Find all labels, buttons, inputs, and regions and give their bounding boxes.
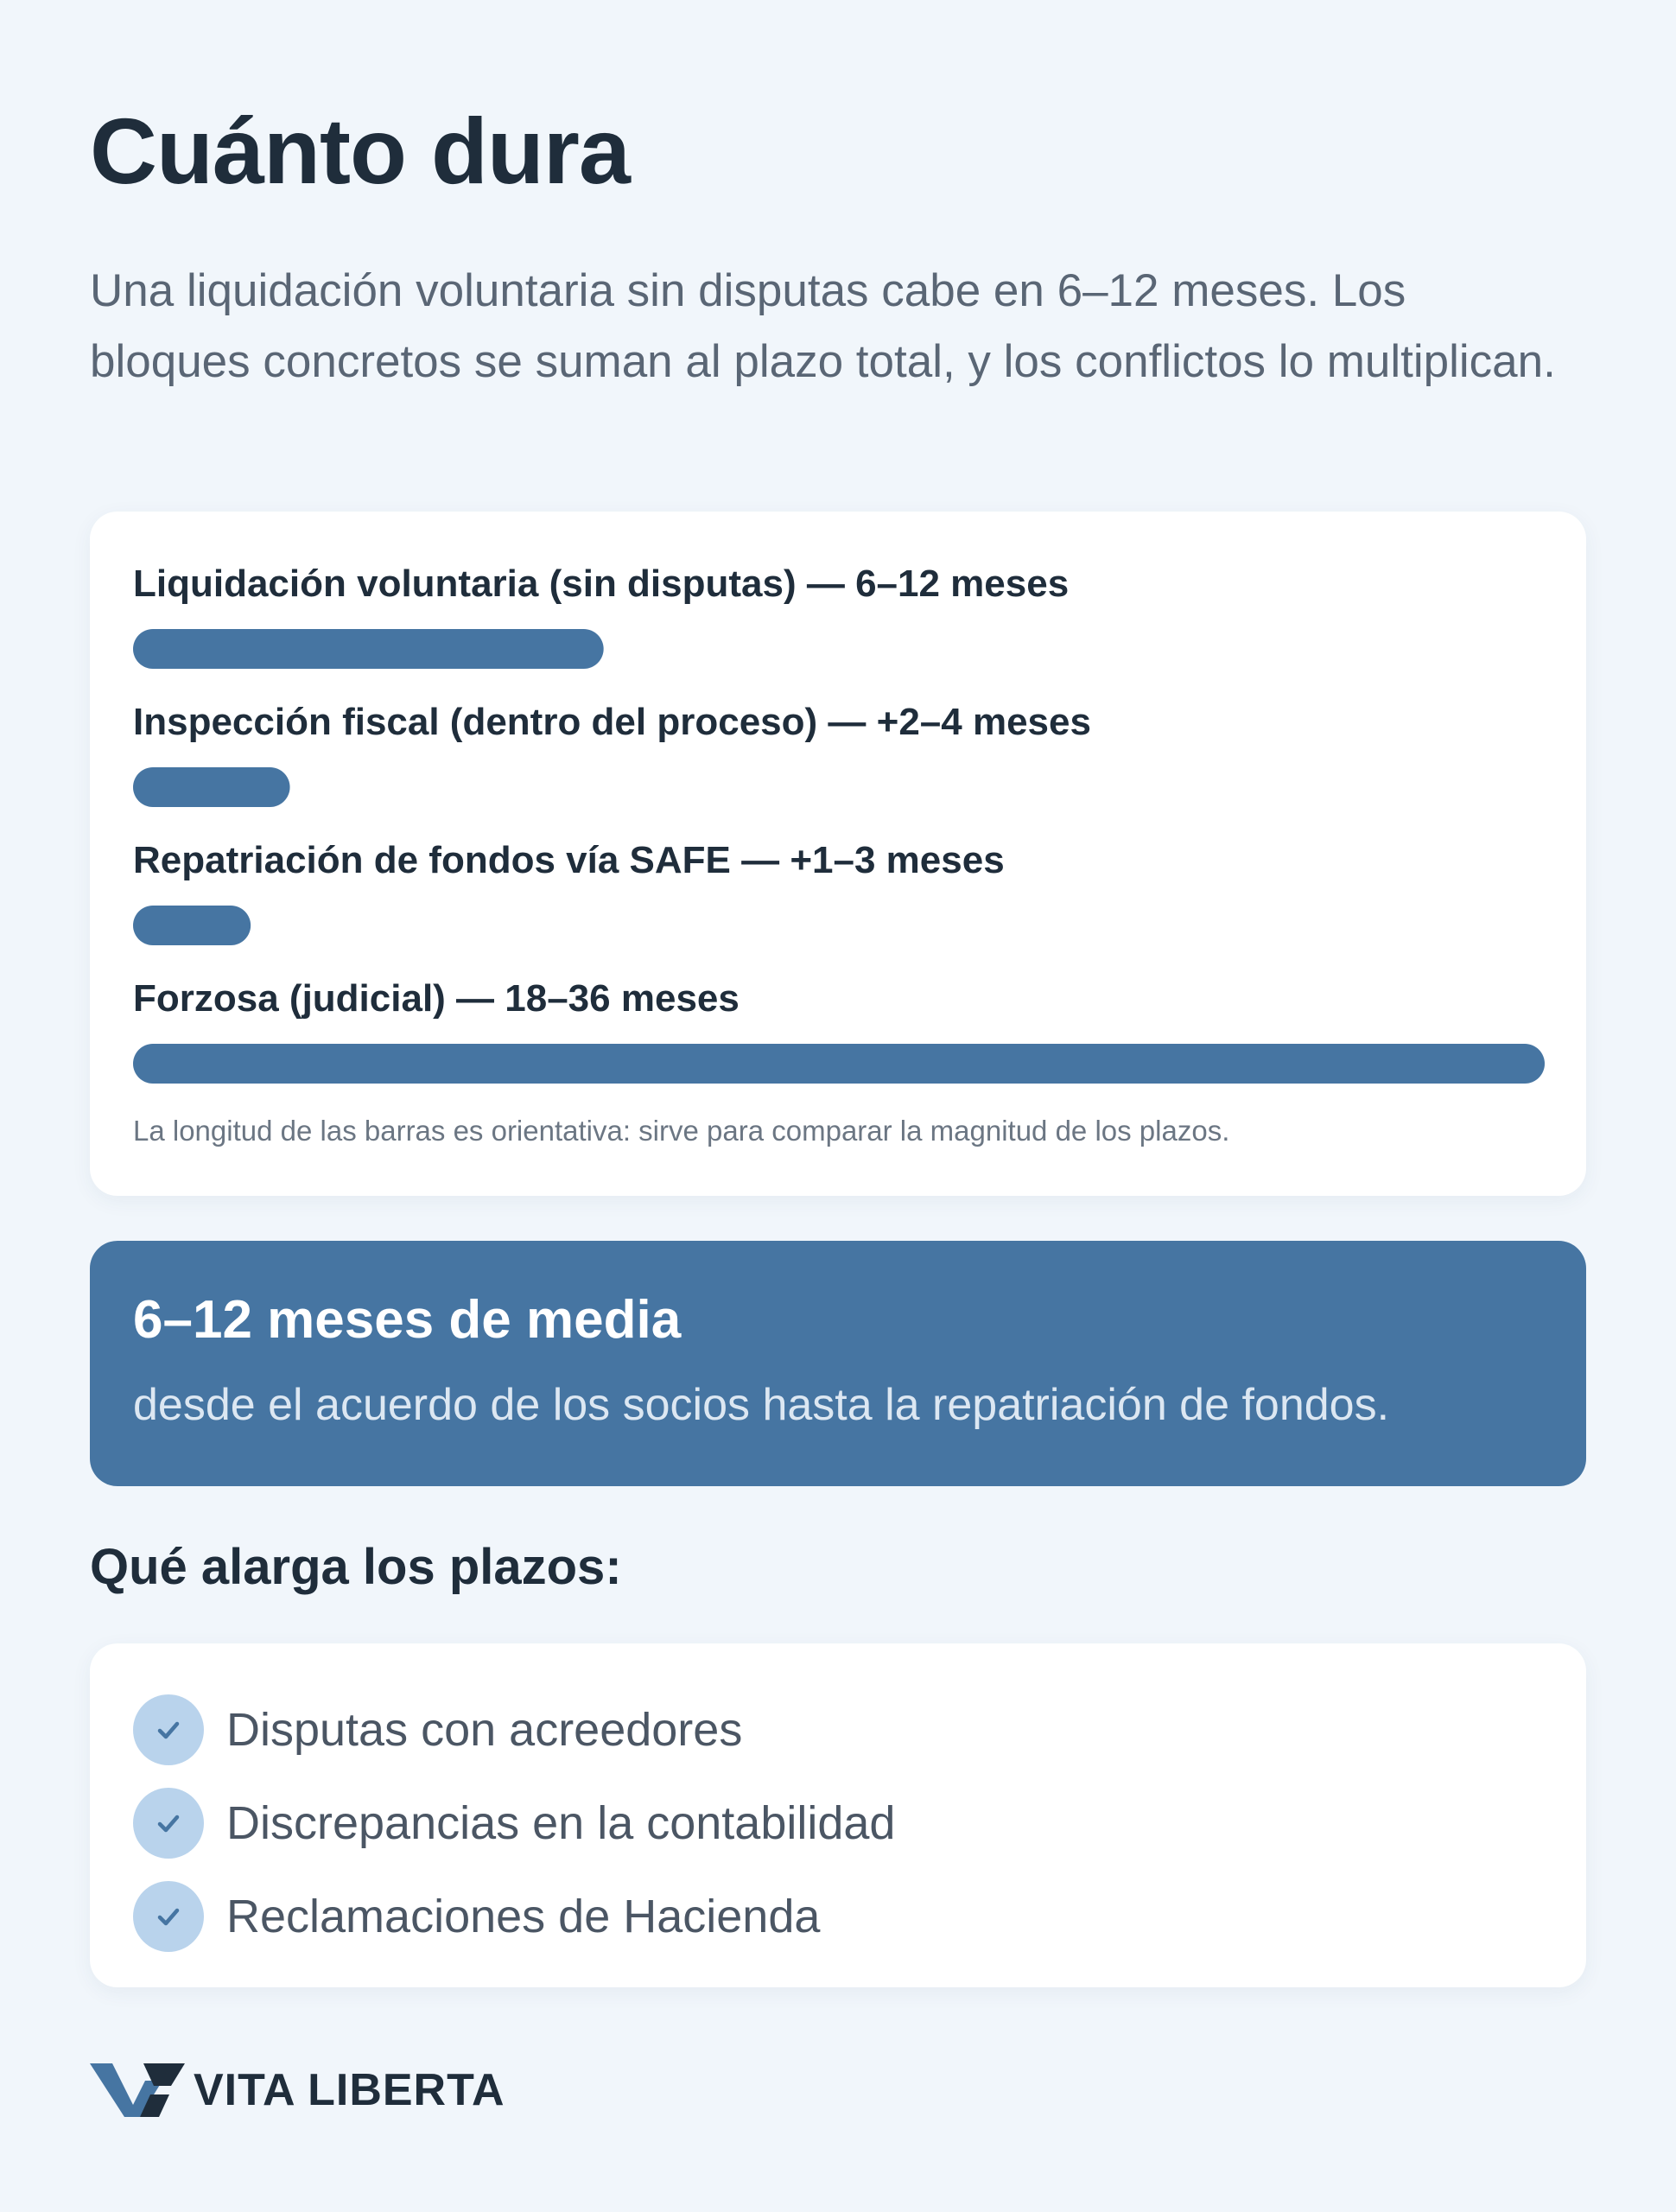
- check-icon: [133, 1788, 204, 1859]
- list-item-label: Discrepancias en la contabilidad: [226, 1797, 896, 1849]
- brand-logo: [90, 2060, 505, 2120]
- list-item-label: Disputas con acreedores: [226, 1704, 743, 1756]
- bar: [133, 629, 604, 669]
- list-item: [133, 1777, 895, 1870]
- bar-label: Inspección fiscal (dentro del proceso) — +2–4 meses: [133, 701, 1091, 743]
- factors-heading: Qué alarga los plazos:: [90, 1539, 622, 1595]
- bar-label: Forzosa (judicial) — 18–36 meses: [133, 977, 740, 1020]
- list-item: [133, 1870, 895, 1963]
- bar-label: Liquidación voluntaria (sin disputas) — 6–12 meses: [133, 563, 1070, 605]
- brand-logo-icon: [90, 2060, 185, 2120]
- intro-text: Una liquidación voluntaria sin disputas cabe en 6–12 meses. Los bloques concretos se suman al plazo total, y los conflictos lo multiplican.: [90, 265, 1556, 387]
- factors-list: [133, 1683, 895, 1963]
- list-item: [133, 1683, 895, 1777]
- factors-card: [90, 1643, 1586, 1987]
- bar: [133, 906, 251, 945]
- bar-label: Repatriación de fondos vía SAFE — +1–3 meses: [133, 839, 1005, 881]
- check-icon: [133, 1694, 204, 1765]
- duration-chart: [90, 512, 1586, 1196]
- bar: [133, 1044, 1545, 1084]
- check-icon: [133, 1881, 204, 1952]
- bar: [133, 767, 290, 807]
- page-title: Cuánto dura: [90, 99, 630, 203]
- list-item-label: Reclamaciones de Hacienda: [226, 1891, 821, 1942]
- brand-name: VITA LIBERTA: [194, 2065, 505, 2115]
- highlight-title: 6–12 meses de media: [133, 1290, 682, 1350]
- chart-note: La longitud de las barras es orientativa: sirve para comparar la magnitud de los plazos.: [133, 1115, 1230, 1147]
- average-highlight: [90, 1241, 1586, 1486]
- highlight-subtitle: desde el acuerdo de los socios hasta la repatriación de fondos.: [133, 1380, 1390, 1430]
- duration-chart-card: [90, 512, 1586, 1196]
